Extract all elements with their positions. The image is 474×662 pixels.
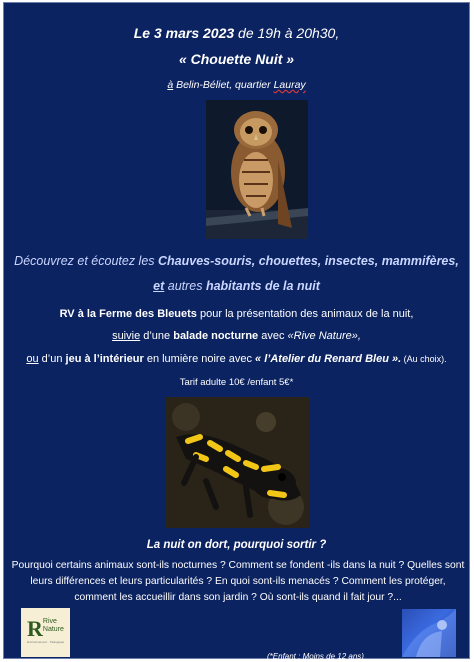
details-text: en lumière noire avec (143, 353, 256, 365)
atelier-name: « l’Atelier du Renard Bleu ». (255, 353, 402, 365)
details-line-1 (4, 308, 469, 320)
night-walk: balade nocturne (173, 330, 259, 342)
location-text: Belin-Béliet, quartier (173, 79, 274, 91)
details-line-3 (4, 353, 469, 365)
logo-line-2: Nature (42, 626, 64, 633)
logo-letter: R (27, 616, 43, 641)
child-age-footnote: (*Enfant : Moins de 12 ans) (267, 652, 364, 661)
logo-tagline: Environnement · Pédagogie (27, 640, 65, 644)
location-place: Lauray (273, 79, 306, 91)
renard-bleu-image (402, 609, 456, 657)
intro-line-1 (4, 254, 469, 268)
location-prefix: à (167, 79, 174, 91)
event-title: « Chouette Nuit » (178, 51, 295, 67)
rive-nature-name: «Rive Nature», (287, 330, 361, 342)
meeting-purpose: pour la présentation des animaux de la nuit, (196, 308, 414, 320)
details-or: ou (26, 353, 39, 365)
meeting-place: RV à la Ferme des Bleuets (59, 308, 197, 320)
event-time: de 19h à 20h30, (234, 25, 340, 41)
details-followed: suivie (112, 330, 141, 342)
question-title: La nuit on dort, pourquoi sortir ? (146, 539, 327, 551)
intro-line-2-habitants: habitants de la nuit (205, 279, 320, 293)
details-line-2 (4, 330, 469, 342)
owl-photo (206, 100, 308, 239)
salamander-photo (166, 397, 309, 528)
intro-line-2-other: autres (164, 279, 206, 293)
event-location (4, 79, 469, 91)
rive-nature-logo (21, 608, 70, 657)
intro-line-1-animals: Chauves-souris, chouettes, insectes, mammifères, (158, 254, 459, 268)
indoor-game: jeu à l’intérieur (65, 353, 144, 365)
intro-line-2 (4, 279, 469, 293)
choice-note: (Au choix). (401, 354, 447, 364)
flyer (3, 2, 470, 659)
intro-line-1-lead: Découvrez et écoutez les (14, 254, 158, 268)
price-line: Tarif adulte 10€ /enfant 5€* (179, 377, 294, 388)
details-text: d’une (140, 330, 174, 342)
details-text: avec (258, 330, 288, 342)
intro-line-2-and: et (153, 279, 165, 293)
event-date-line (4, 25, 469, 41)
event-date: Le 3 mars 2023 (133, 25, 235, 41)
question-body: Pourquoi certains animaux sont-ils nocturnes ? Comment se fondent -ils dans la nuit ? Quelles sont leurs différences et leurs particularités ? En quoi sont-ils menacés ? Comment les protéger, comment les accueillir dans son jardin ? Où sont-ils quand il fait jour ?... (11, 560, 465, 603)
details-text: d’un (38, 353, 66, 365)
logo-line-1: Rive (42, 618, 57, 625)
